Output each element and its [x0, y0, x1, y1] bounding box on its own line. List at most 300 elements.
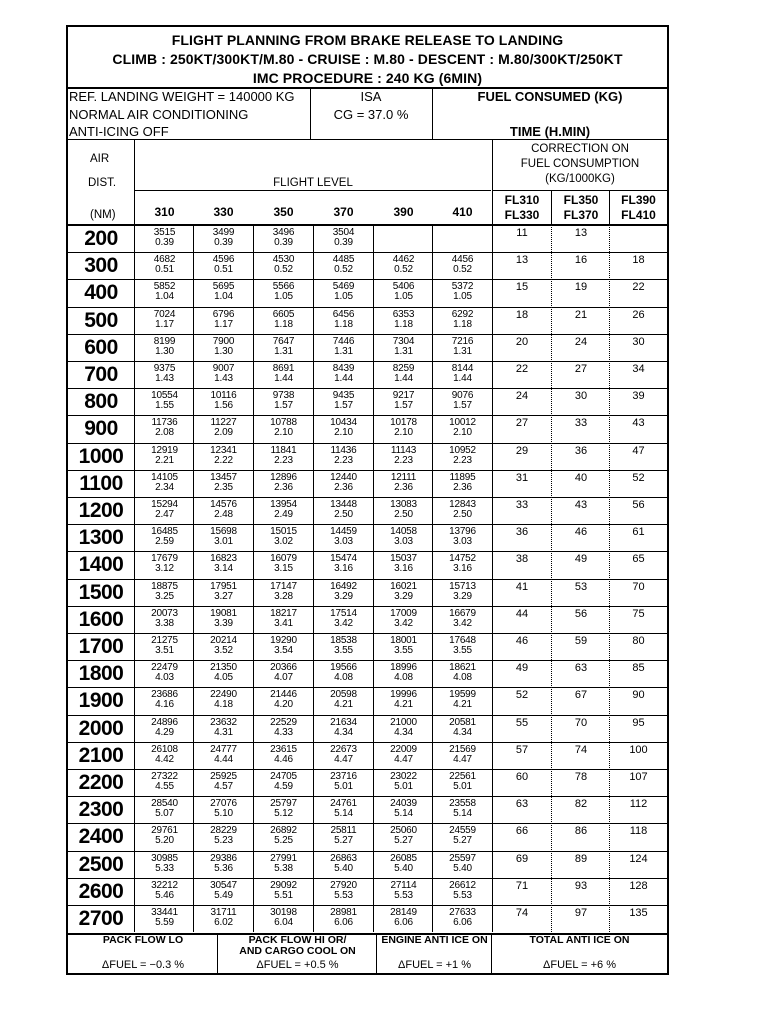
air-distance: 300	[84, 254, 118, 278]
correction-value: 30	[632, 335, 645, 348]
table-cell	[194, 473, 253, 493]
flight-level-330: 330	[213, 205, 234, 219]
table-cell	[374, 418, 433, 438]
time-value: 1.04	[214, 291, 233, 303]
correction-value: 13	[574, 227, 588, 239]
correction-value: 13	[515, 254, 529, 267]
corr-col-bottom-2: FL410	[621, 208, 656, 222]
fuel-value: 8259	[392, 363, 415, 374]
table-cell	[314, 364, 373, 384]
correction-value: 27	[574, 363, 588, 375]
correction-value: 44	[515, 607, 529, 620]
table-cell	[135, 282, 194, 302]
isa-label: ISA	[360, 89, 382, 104]
air-distance: 1500	[78, 580, 124, 604]
time-value: 5.25	[274, 835, 293, 847]
footer-title: TOTAL ANTI ICE ON	[529, 934, 630, 946]
time-value: 1.17	[155, 318, 174, 330]
time-value: 5.07	[155, 808, 174, 820]
footer-title-2: AND CARGO COOL ON	[239, 945, 356, 957]
fuel-value: 30198	[270, 907, 297, 918]
correction-value: 124	[629, 852, 648, 865]
table-cell	[314, 881, 373, 901]
table-cell	[314, 310, 373, 330]
table-cell	[314, 500, 373, 520]
fuel-value: 16823	[210, 553, 237, 565]
correction-value: 47	[632, 444, 645, 457]
table-cell	[254, 745, 313, 765]
fuel-value: 4456	[451, 254, 474, 266]
time-value: 3.42	[334, 617, 353, 629]
time-value: 4.07	[274, 672, 293, 684]
fuel-value: 11436	[330, 444, 357, 456]
air-distance: 1100	[79, 471, 123, 495]
table-cell	[433, 826, 492, 846]
time-value: 0.52	[394, 264, 413, 276]
fuel-value: 6292	[451, 308, 474, 320]
fuel-value: 27076	[210, 798, 237, 810]
table-cell	[194, 690, 253, 710]
time-value: 2.35	[214, 481, 233, 493]
correction-value: 22	[515, 363, 529, 375]
time-value: 4.18	[214, 699, 233, 711]
table-cell	[194, 364, 253, 384]
table-cell	[254, 826, 313, 846]
table-cell	[314, 636, 373, 656]
correction-value: 31	[515, 471, 529, 484]
fuel-value: 8144	[451, 363, 474, 374]
table-cell	[433, 364, 492, 384]
correction-value: 24	[515, 390, 529, 403]
fuel-value: 9007	[212, 363, 235, 374]
fuel-value: 22561	[449, 771, 476, 782]
time-value: 4.55	[155, 781, 174, 792]
correction-value: 74	[574, 743, 588, 756]
time-value: 2.22	[214, 454, 233, 466]
correction-value: 70	[632, 580, 645, 593]
time-label: TIME (H.MIN)	[509, 124, 591, 139]
table-cell	[433, 446, 492, 466]
time-value: 3.12	[155, 563, 174, 575]
time-value: 3.03	[394, 536, 413, 548]
time-value: 4.03	[155, 672, 174, 684]
air-distance: 2700	[78, 907, 124, 930]
table-cell	[194, 310, 253, 330]
fuel-value: 25811	[330, 825, 357, 837]
correction-value: 61	[632, 526, 645, 539]
table-cell	[254, 690, 313, 710]
fuel-value: 26108	[151, 743, 178, 755]
correction-value: 30	[574, 390, 588, 403]
table-cell	[135, 500, 194, 520]
time-value: 5.12	[274, 808, 293, 820]
table-cell	[254, 337, 313, 357]
fuel-value: 10952	[449, 444, 476, 456]
correction-value: 33	[574, 417, 588, 430]
correction-value: 19	[574, 281, 588, 294]
table-cell	[194, 609, 253, 629]
correction-value: 82	[574, 798, 588, 811]
fuel-value: 13954	[270, 499, 297, 510]
time-value: 2.36	[274, 481, 293, 493]
correction-value: 16	[574, 254, 588, 267]
table-cell	[254, 718, 313, 738]
time-value: 1.18	[334, 318, 353, 330]
time-value: 4.21	[334, 699, 353, 711]
air-distance: 200	[84, 227, 118, 250]
air-distance: 500	[84, 308, 118, 332]
time-value: 3.25	[155, 590, 174, 602]
table-cell	[314, 609, 373, 629]
correction-value: 71	[515, 879, 529, 892]
fuel-value: 9738	[272, 390, 295, 402]
fuel-value: 23716	[330, 771, 357, 782]
fuel-value: 7216	[451, 335, 474, 347]
fuel-value: 20366	[270, 662, 297, 674]
table-cell	[314, 663, 373, 683]
table-cell	[433, 636, 492, 656]
fuel-value: 8691	[272, 363, 295, 374]
correction-value: 49	[574, 553, 588, 566]
time-value: 1.05	[274, 291, 293, 303]
corr-header-divider	[551, 191, 552, 224]
table-cell	[374, 391, 433, 411]
table-cell	[254, 255, 313, 275]
correction-value: 36	[574, 444, 588, 457]
fuel-value: 12111	[390, 471, 417, 483]
correction-value: 55	[515, 716, 529, 729]
table-cell	[314, 418, 373, 438]
time-value: 1.18	[453, 318, 472, 330]
time-value: 3.16	[453, 563, 472, 575]
correction-value: 41	[515, 580, 529, 593]
correction-value: 67	[574, 689, 588, 702]
correction-value: 38	[515, 553, 529, 566]
footer-delta-fuel: ΔFUEL = +6 %	[543, 959, 616, 971]
fuel-value: 11895	[449, 471, 476, 483]
time-value: 1.55	[155, 400, 174, 412]
time-value: 1.57	[453, 400, 472, 412]
correction-value: 59	[574, 635, 588, 647]
table-cell	[194, 554, 253, 574]
table-cell	[374, 908, 433, 928]
correction-value: 118	[629, 825, 648, 838]
correction-value: 74	[515, 907, 529, 919]
fuel-value: 3499	[212, 227, 235, 238]
time-value: 2.47	[155, 509, 174, 520]
table-cell	[135, 690, 194, 710]
time-value: 1.43	[155, 373, 174, 384]
fuel-value: 5566	[272, 281, 295, 293]
time-value: 5.01	[334, 781, 353, 792]
correction-value: 29	[515, 444, 529, 457]
fuel-value: 28981	[330, 907, 357, 918]
table-cell	[433, 908, 492, 928]
time-value: 4.16	[155, 699, 174, 711]
fuel-value: 21446	[270, 689, 297, 701]
fuel-value: 26863	[330, 852, 357, 864]
fuel-value: 24761	[330, 798, 357, 810]
air-conditioning: NORMAL AIR CONDITIONING	[69, 107, 249, 122]
row-divider	[68, 524, 667, 525]
table-cell	[433, 854, 492, 874]
table-cell	[314, 854, 373, 874]
fuel-value: 20073	[151, 607, 178, 619]
time-value: 0.39	[214, 237, 233, 248]
table-cell	[314, 391, 373, 411]
table-cell	[433, 690, 492, 710]
time-value: 5.51	[274, 889, 293, 901]
fuel-value: 21634	[330, 716, 357, 728]
time-value: 5.27	[394, 835, 413, 847]
time-value: 4.29	[155, 726, 174, 738]
table-cell	[374, 636, 433, 656]
time-value: 5.14	[334, 808, 353, 820]
time-value: 5.53	[453, 889, 472, 901]
fuel-value: 13796	[449, 526, 476, 538]
table-cell	[254, 663, 313, 683]
time-value: 1.31	[394, 345, 413, 357]
time-value: 1.44	[394, 373, 413, 384]
fuel-value: 25797	[270, 798, 297, 810]
time-value: 6.02	[214, 917, 233, 928]
fuel-value: 12440	[330, 471, 357, 483]
table-cell	[433, 718, 492, 738]
fuel-value: 20598	[330, 689, 357, 701]
rule-below-headers	[68, 224, 667, 226]
fuel-value: 9375	[153, 363, 176, 374]
time-value: 3.52	[214, 645, 233, 656]
fuel-value: 25597	[449, 852, 476, 864]
time-value: 2.49	[274, 509, 293, 520]
time-value: 2.10	[334, 427, 353, 439]
fuel-value: 11227	[210, 417, 237, 429]
air-distance: 1600	[78, 607, 124, 631]
table-cell	[194, 228, 253, 248]
table-cell	[314, 799, 373, 819]
footer-title: ENGINE ANTI ICE ON	[381, 934, 488, 946]
table-cell	[314, 337, 373, 357]
correction-value: 52	[632, 471, 645, 484]
table-cell	[194, 391, 253, 411]
time-value: 2.08	[155, 427, 174, 439]
fuel-value: 24777	[210, 743, 237, 755]
fuel-value: 19290	[270, 635, 297, 646]
cg-label: CG = 37.0 %	[333, 107, 409, 122]
table-cell	[194, 799, 253, 819]
table-cell	[194, 881, 253, 901]
time-value: 0.52	[334, 264, 353, 276]
table-cell	[254, 473, 313, 493]
correction-value: 22	[632, 281, 645, 294]
correction-value: 107	[629, 771, 648, 783]
table-cell	[314, 772, 373, 792]
anti-icing: ANTI-ICING OFF	[69, 124, 169, 139]
title-line-3: IMC PROCEDURE : 240 KG (6MIN)	[252, 70, 483, 86]
row-divider	[68, 715, 667, 716]
corr-col-top-2: FL390	[621, 193, 656, 207]
fuel-value: 22490	[210, 689, 237, 701]
table-cell	[374, 255, 433, 275]
table-cell	[314, 745, 373, 765]
air-distance: 1300	[78, 526, 124, 550]
time-value: 2.09	[214, 427, 233, 439]
table-cell	[135, 718, 194, 738]
corr-header-divider	[609, 191, 610, 224]
correction-value: 97	[574, 907, 588, 919]
table-cell	[374, 609, 433, 629]
time-value: 4.47	[334, 753, 353, 765]
fuel-value: 7024	[153, 308, 176, 320]
time-value: 1.05	[394, 291, 413, 303]
table-cell	[254, 391, 313, 411]
fuel-value: 15698	[210, 526, 237, 538]
fuel-value: 25060	[390, 825, 417, 837]
table-cell	[374, 663, 433, 683]
time-value: 3.41	[274, 617, 293, 629]
table-cell	[194, 282, 253, 302]
table-cell	[374, 690, 433, 710]
time-value: 4.59	[274, 781, 293, 792]
row-divider	[68, 388, 667, 389]
fuel-value: 17009	[390, 607, 417, 619]
table-cell	[254, 881, 313, 901]
fuel-value: 22673	[330, 743, 357, 755]
fuel-value: 7647	[272, 335, 295, 347]
time-value: 4.57	[214, 781, 233, 792]
row-divider	[68, 851, 667, 852]
table-cell	[254, 582, 313, 602]
corr-col-top-0: FL310	[504, 193, 540, 207]
fuel-value: 18875	[151, 580, 178, 592]
time-value: 2.10	[394, 427, 413, 439]
fuel-value: 27991	[270, 852, 297, 864]
fuel-value: 29761	[151, 825, 178, 837]
flight-level-410: 410	[452, 205, 473, 219]
time-value: 5.49	[214, 889, 233, 901]
nm-label: (NM)	[90, 209, 116, 221]
row-divider	[68, 334, 667, 335]
table-cell	[314, 527, 373, 547]
fuel-value: 16679	[449, 607, 476, 619]
air-distance: 1000	[78, 444, 124, 468]
fuel-value: 33441	[151, 907, 178, 918]
fuel-value: 10116	[210, 390, 237, 402]
fuel-value: 22009	[390, 743, 417, 755]
fuel-value: 6456	[332, 308, 355, 320]
correction-value: 43	[574, 499, 588, 511]
time-value: 5.40	[394, 862, 413, 874]
time-value: 0.51	[214, 264, 233, 276]
time-value: 2.59	[155, 536, 174, 548]
time-value: 5.27	[453, 835, 472, 847]
correction-value: 63	[515, 798, 529, 811]
table-cell	[135, 582, 194, 602]
correction-value: 18	[515, 308, 529, 321]
air-distance: 1900	[78, 689, 124, 713]
time-value: 3.29	[334, 590, 353, 602]
flight-level-350: 350	[273, 205, 294, 219]
fuel-value: 6605	[272, 308, 295, 320]
table-cell	[314, 908, 373, 928]
correction-value: 80	[632, 635, 645, 647]
table-cell	[135, 908, 194, 928]
time-value: 3.42	[453, 617, 472, 629]
table-cell	[194, 255, 253, 275]
correction-value: 63	[574, 662, 588, 675]
table-cell	[135, 527, 194, 547]
row-divider	[68, 796, 667, 797]
table-cell	[135, 745, 194, 765]
time-value: 4.21	[453, 699, 472, 711]
time-value: 2.10	[274, 427, 293, 439]
fuel-value: 16079	[270, 553, 297, 565]
table-cell	[433, 799, 492, 819]
time-value: 2.36	[394, 481, 413, 493]
fuel-value: 15037	[390, 553, 417, 565]
table-cell	[254, 228, 313, 248]
time-value: 3.39	[214, 617, 233, 629]
time-value: 3.55	[394, 645, 413, 656]
table-cell	[374, 500, 433, 520]
time-value: 1.44	[453, 373, 472, 384]
table-cell	[374, 854, 433, 874]
correction-line-3: (KG/1000KG)	[545, 173, 615, 185]
fuel-value: 7304	[392, 335, 415, 347]
fuel-value: 10434	[330, 417, 357, 429]
fuel-value: 14058	[390, 526, 417, 538]
table-cell	[135, 391, 194, 411]
table-cell	[194, 718, 253, 738]
fuel-value: 17147	[270, 580, 297, 592]
fuel-value: 7900	[212, 335, 235, 347]
table-cell	[314, 255, 373, 275]
time-value: 3.03	[334, 536, 353, 548]
fuel-value: 10012	[449, 417, 476, 429]
table-cell	[254, 799, 313, 819]
table-cell	[135, 663, 194, 683]
correction-value: 93	[574, 879, 588, 892]
correction-value: 18	[632, 254, 645, 267]
table-cell	[314, 473, 373, 493]
time-value: 1.43	[214, 373, 233, 384]
correction-value: 100	[629, 743, 648, 756]
row-divider	[68, 878, 667, 879]
correction-value: 90	[632, 689, 645, 702]
row-divider	[68, 687, 667, 688]
fuel-value: 3504	[332, 227, 355, 238]
fuel-value: 13083	[390, 499, 417, 510]
table-cell	[433, 609, 492, 629]
air-distance: 2000	[78, 716, 124, 740]
fuel-value: 21000	[390, 716, 417, 728]
air-distance: 2600	[78, 879, 124, 903]
flight-level-310: 310	[154, 205, 175, 219]
fuel-value: 16485	[151, 526, 178, 538]
row-divider	[68, 415, 667, 416]
title-line-2: CLIMB : 250KT/300KT/M.80 - CRUISE : M.80 - DESCENT : M.80/300KT/250KT	[112, 51, 623, 67]
correction-value: 21	[574, 308, 588, 321]
correction-value: 57	[515, 743, 529, 756]
fuel-value: 10554	[151, 390, 178, 402]
fuel-value: 6353	[392, 308, 415, 320]
time-value: 0.52	[274, 264, 293, 276]
dist-label: DIST.	[88, 177, 117, 189]
time-value: 2.10	[453, 427, 472, 439]
fuel-value: 18217	[270, 607, 297, 619]
table-cell	[194, 745, 253, 765]
fuel-value: 28229	[210, 825, 237, 837]
